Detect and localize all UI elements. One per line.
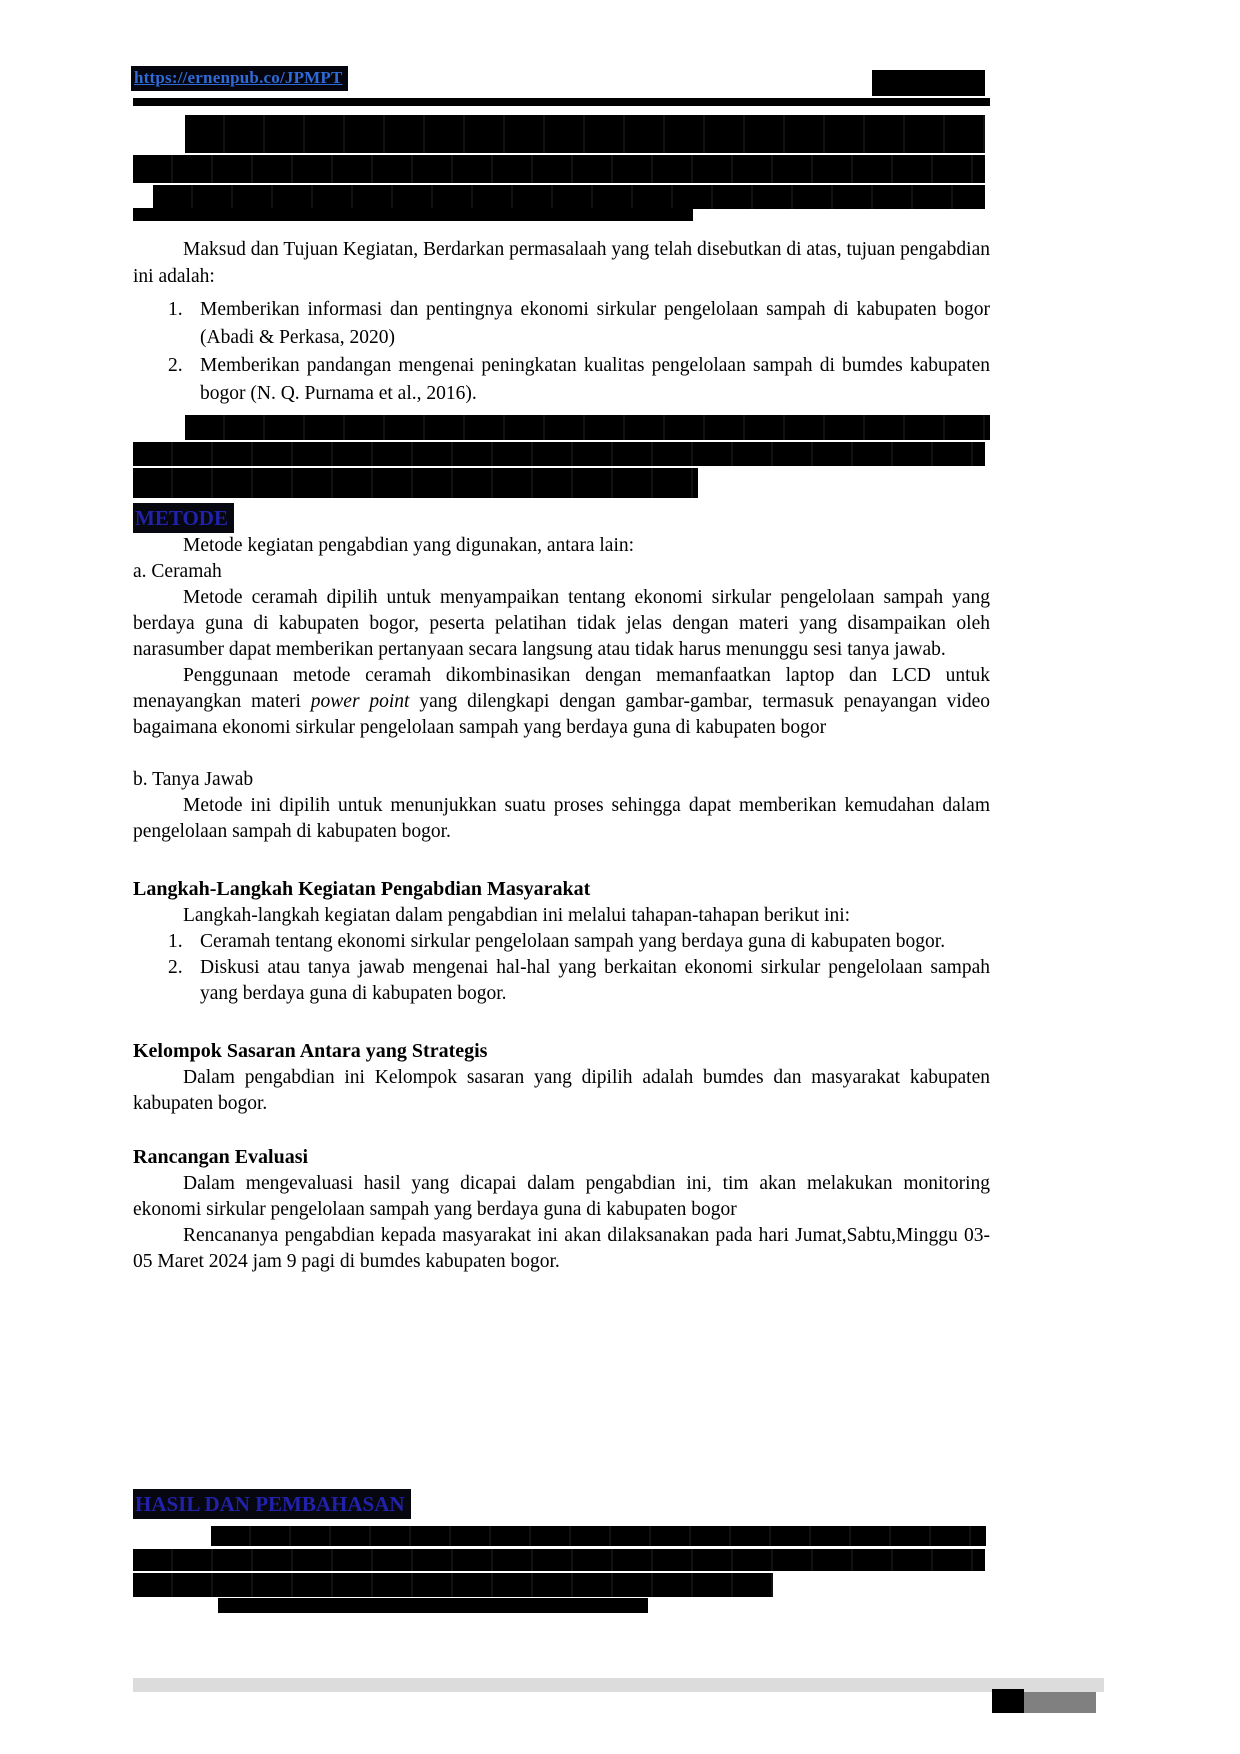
redacted-text-line [133,442,985,466]
header-rule [133,98,990,106]
intro-section [133,236,990,408]
redacted-paragraph-block [133,415,990,505]
metode-section [133,503,990,1275]
paragraph-metode-intro: Metode kegiatan pengabdian yang digunakan, antara lain: [183,535,635,556]
redacted-footer-label [1024,1692,1096,1713]
section-heading-hasil: HASIL DAN PEMBAHASAN [133,1489,411,1519]
blank-line [133,741,990,767]
hasil-section [133,1489,990,1619]
redacted-text-line [153,185,985,209]
paragraph-maksud-tujuan: Maksud dan Tujuan Kegiatan, Berdarkan permasalaah yang telah disebutkan di atas, tujuan pengabdian ini adalah: [133,239,990,287]
label-ceramah: a. Ceramah [133,561,222,582]
section-heading-rancangan: Rancangan Evaluasi [133,1146,309,1168]
blank-line [133,845,990,875]
list-item [133,296,990,352]
list-marker: 2. [168,355,183,376]
paragraph-rancangan-1: Dalam mengevaluasi hasil yang dicapai dalam pengabdian ini, tim akan melakukan monitoring ekonomi sirkular pengelolaan sampah yang berdaya guna di kabupaten bogor [133,1173,990,1220]
paragraph-ceramah-1: Metode ceramah dipilih untuk menyampaikan tentang ekonomi sirkular pengelolaan sampah yang berdaya guna di kabupaten bogor, peserta pelatihan tidak jelas dengan materi yang disampaikan oleh narasumber dapat memberikan pertanyaan secara langsung atau tidak harus menunggu sesi tanya jawab. [133,587,990,660]
step-list [133,929,990,1007]
goal-list [133,296,990,408]
list-item [133,929,990,955]
redacted-text-line [133,1549,985,1571]
footer-divider-bar [133,1678,1104,1692]
list-item-text: Memberikan informasi dan pentingnya ekonomi sirkular pengelolaan sampah di kabupaten bogor (Abadi & Perkasa, 2020) [200,299,990,348]
redacted-title-block [133,113,990,243]
powerpoint-italic: power point [310,691,410,712]
section-heading-langkah: Langkah-Langkah Kegiatan Pengabdian Masyarakat [133,878,591,900]
paragraph-text: Penggunaan metode ceramah dikombinasikan dengan memanfaatkan laptop dan LCD untuk menayangkan materi [133,665,990,712]
list-marker: 1. [168,299,183,320]
redacted-text-line [133,155,985,183]
paragraph-kelompok: Dalam pengabdian ini Kelompok sasaran yang dipilih adalah bumdes dan masyarakat kabupaten kabupaten bogor. [133,1067,990,1114]
list-marker: 1. [168,931,183,952]
blank-line [133,1117,990,1143]
paragraph-rancangan-2: Rencananya pengabdian kepada masyarakat ini akan dilaksanakan pada hari Jumat,Sabtu,Minggu 03-05 Maret 2024 jam 9 pagi di bumdes kabupaten bogor. [133,1225,990,1272]
redacted-text-line [133,208,693,221]
blank-line [133,1007,990,1037]
list-item [133,955,990,1007]
redacted-text-line [185,415,990,440]
label-tanya-jawab: b. Tanya Jawab [133,769,254,790]
redacted-text-line [133,468,698,498]
redacted-text-line [218,1598,648,1613]
redacted-text-line [133,1573,773,1597]
section-heading-kelompok: Kelompok Sasaran Antara yang Strategis [133,1040,488,1062]
paragraph-tanya-jawab: Metode ini dipilih untuk menunjukkan suatu proses sehingga dapat memberikan kemudahan dalam pengelolaan sampah di kabupaten bogor. [133,795,990,842]
list-marker: 2. [168,957,183,978]
section-heading-metode: METODE [133,503,234,533]
list-item-text: Memberikan pandangan mengenai peningkatan kualitas pengelolaan sampah di bumdes kabupaten bogor (N. Q. Purnama et al., 2016). [200,355,990,404]
paragraph-ceramah-2 [133,663,990,741]
list-item [133,352,990,408]
list-item-text: Diskusi atau tanya jawab mengenai hal-hal yang berkaitan ekonomi sirkular pengelolaan sampah yang berdaya guna di kabupaten bogor. [200,957,990,1004]
paragraph-langkah-intro: Langkah-langkah kegiatan dalam pengabdian ini melalui tahapan-tahapan berikut ini: [183,905,851,926]
header-journal-link[interactable]: https://ernenpub.co/JPMPT [131,66,348,91]
list-item-text: Ceramah tentang ekonomi sirkular pengelolaan sampah yang berdaya guna di kabupaten bogor. [200,931,946,952]
paragraph-text: yang dilengkapi dengan gambar-gambar, termasuk penayangan video bagaimana ekonomi sirkular pengelolaan sampah yang berdaya guna di kabupaten bogor [133,691,990,738]
redacted-text-line [211,1526,986,1546]
redacted-text-line [185,115,985,153]
redacted-volume-info [872,70,985,96]
redacted-page-number [992,1689,1024,1713]
